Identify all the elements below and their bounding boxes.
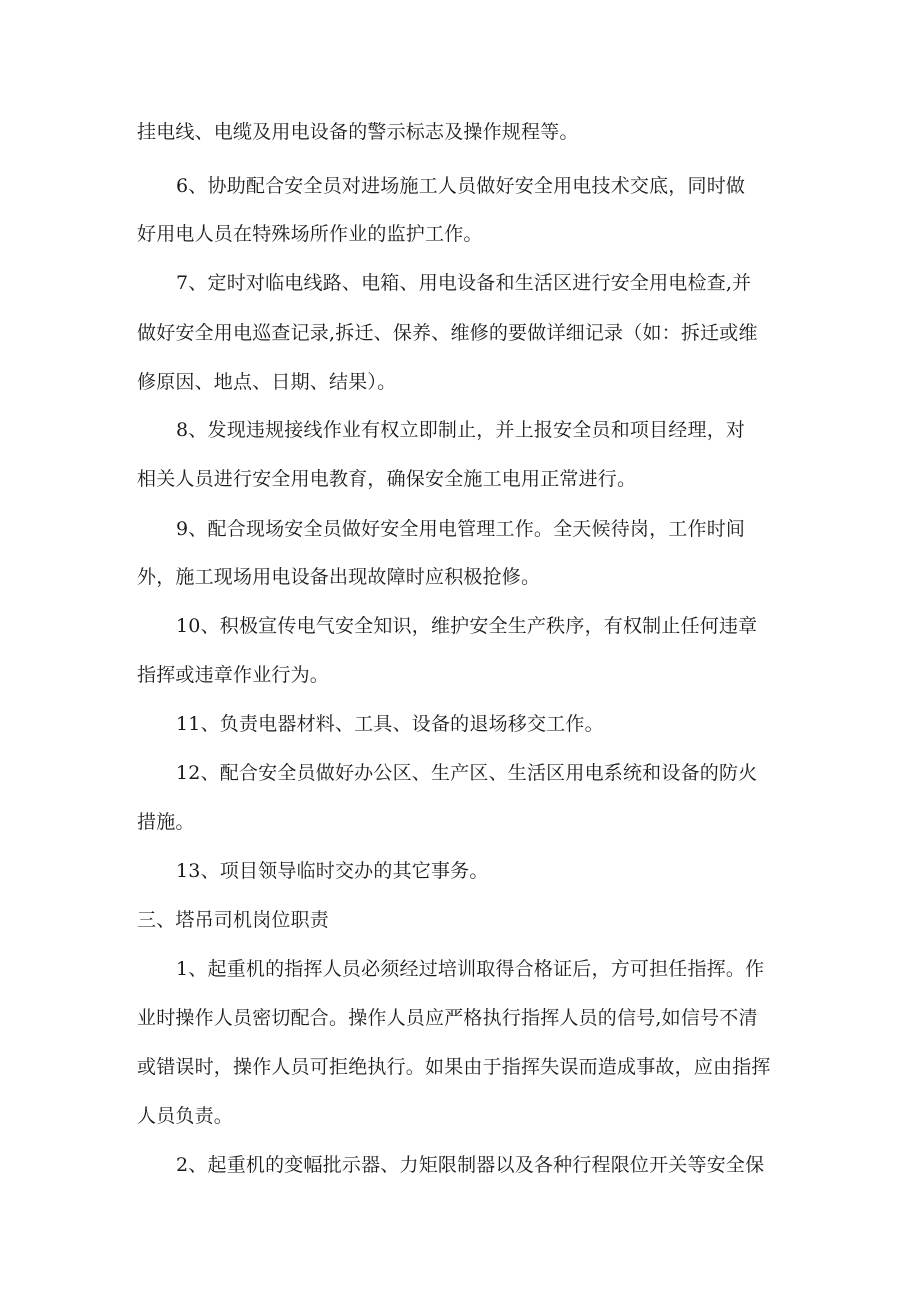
text-line: 1、起重机的指挥人员必须经过培训取得合格证后，方可担任指挥。作 [176, 958, 765, 980]
text-line: 10、积极宣传电气安全知识，维护安全生产秩序，有权制止任何违章 [176, 615, 758, 637]
text-line: 11、负责电器材料、工具、设备的退场移交工作。 [176, 713, 604, 735]
text-line: 做好安全用电巡查记录,拆迁、保养、维修的要做详细记录（如：拆迁或维 [137, 322, 758, 344]
text-line: 2、起重机的变幅批示器、力矩限制器以及各种行程限位开关等安全保 [176, 1154, 765, 1176]
text-line: 好用电人员在特殊场所作业的监护工作。 [137, 223, 483, 245]
text-line: 7、定时对临电线路、电箱、用电设备和生活区进行安全用电检查,并 [176, 272, 752, 294]
text-line: 业时操作人员密切配合。操作人员应严格执行指挥人员的信号,如信号不清 [137, 1007, 758, 1029]
text-line: 或错误时，操作人员可拒绝执行。如果由于指挥失误而造成事故，应由指挥 [137, 1056, 771, 1078]
section-heading: 三、塔吊司机岗位职责 [137, 909, 330, 931]
text-line: 挂电线、电缆及用电设备的警示标志及操作规程等。 [137, 121, 579, 143]
text-line: 12、配合安全员做好办公区、生产区、生活区用电系统和设备的防火 [176, 762, 758, 784]
text-line: 8、发现违规接线作业有权立即制止，并上报安全员和项目经理，对 [176, 419, 746, 441]
text-line: 6、协助配合安全员对进场施工人员做好安全用电技术交底，同时做 [176, 175, 746, 197]
text-line: 外，施工现场用电设备出现故障时应积极抢修。 [137, 566, 541, 588]
text-line: 指挥或违章作业行为。 [137, 664, 330, 686]
text-line: 措施。 [137, 811, 195, 833]
text-line: 修原因、地点、日期、结果）。 [137, 371, 397, 393]
text-line: 相关人员进行安全用电教育，确保安全施工电用正常进行。 [137, 468, 637, 490]
text-line: 9、配合现场安全员做好安全用电管理工作。全天候待岗，工作时间 [176, 518, 746, 540]
text-line: 人员负责。 [137, 1105, 234, 1127]
text-line: 13、项目领导临时交办的其它事务。 [176, 860, 489, 882]
